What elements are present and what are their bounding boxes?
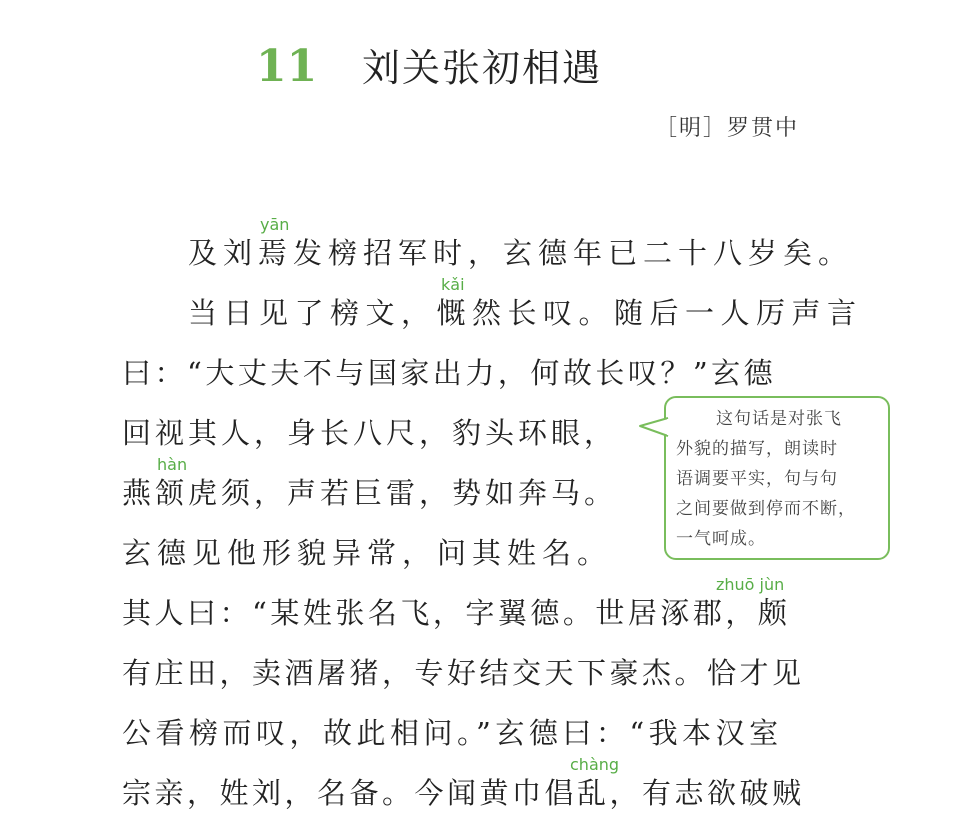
text-line-8: 有庄田，卖酒屠猪，专好结交天下豪杰。恰才见 xyxy=(122,656,805,690)
pinyin-zhuojun: zhuō jùn xyxy=(716,575,785,594)
lesson-title: 刘关张初相遇 xyxy=(362,46,603,90)
annotation-pointer xyxy=(638,414,670,440)
author-line: ［明］罗贯中 xyxy=(655,116,800,141)
annotation-line-3: 语调要平实，句与句 xyxy=(676,469,838,489)
text-line-10: 宗亲，姓刘，名备。今闻黄巾倡乱，有志欲破贼 xyxy=(122,776,805,810)
text-line-3: 曰：“大丈夫不与国家出力，何故长叹？”玄德 xyxy=(122,356,777,390)
annotation-line-1: 这句话是对张飞 xyxy=(716,409,842,429)
text-line-9: 公看榜而叹，故此相问。”玄德曰：“我本汉室 xyxy=(122,716,783,750)
annotation-line-5: 一气呵成。 xyxy=(676,529,766,549)
pinyin-kai: kǎi xyxy=(441,275,465,294)
text-line-5: 燕颔虎须，声若巨雷，势如奔马。 xyxy=(122,476,618,510)
text-line-1: 及刘焉发榜招军时，玄德年已二十八岁矣。 xyxy=(188,236,854,270)
pinyin-han: hàn xyxy=(157,455,188,474)
text-line-7: 其人曰：“某姓张名飞，字翼德。世居涿郡，颇 xyxy=(122,596,791,630)
lesson-number: 11 xyxy=(256,41,318,92)
annotation-text xyxy=(676,404,882,554)
annotation-line-4: 之间要做到停而不断， xyxy=(676,499,856,519)
annotation-line-2: 外貌的描写，朗读时 xyxy=(676,439,838,459)
pinyin-chang: chàng xyxy=(570,755,620,774)
text-line-4: 回视其人，身长八尺，豹头环眼， xyxy=(122,416,618,450)
text-line-6: 玄德见他形貌异常，问其姓名。 xyxy=(122,536,613,570)
text-line-2: 当日见了榜文，慨然长叹。随后一人厉声言 xyxy=(188,296,863,330)
pinyin-yan: yān xyxy=(260,215,290,234)
